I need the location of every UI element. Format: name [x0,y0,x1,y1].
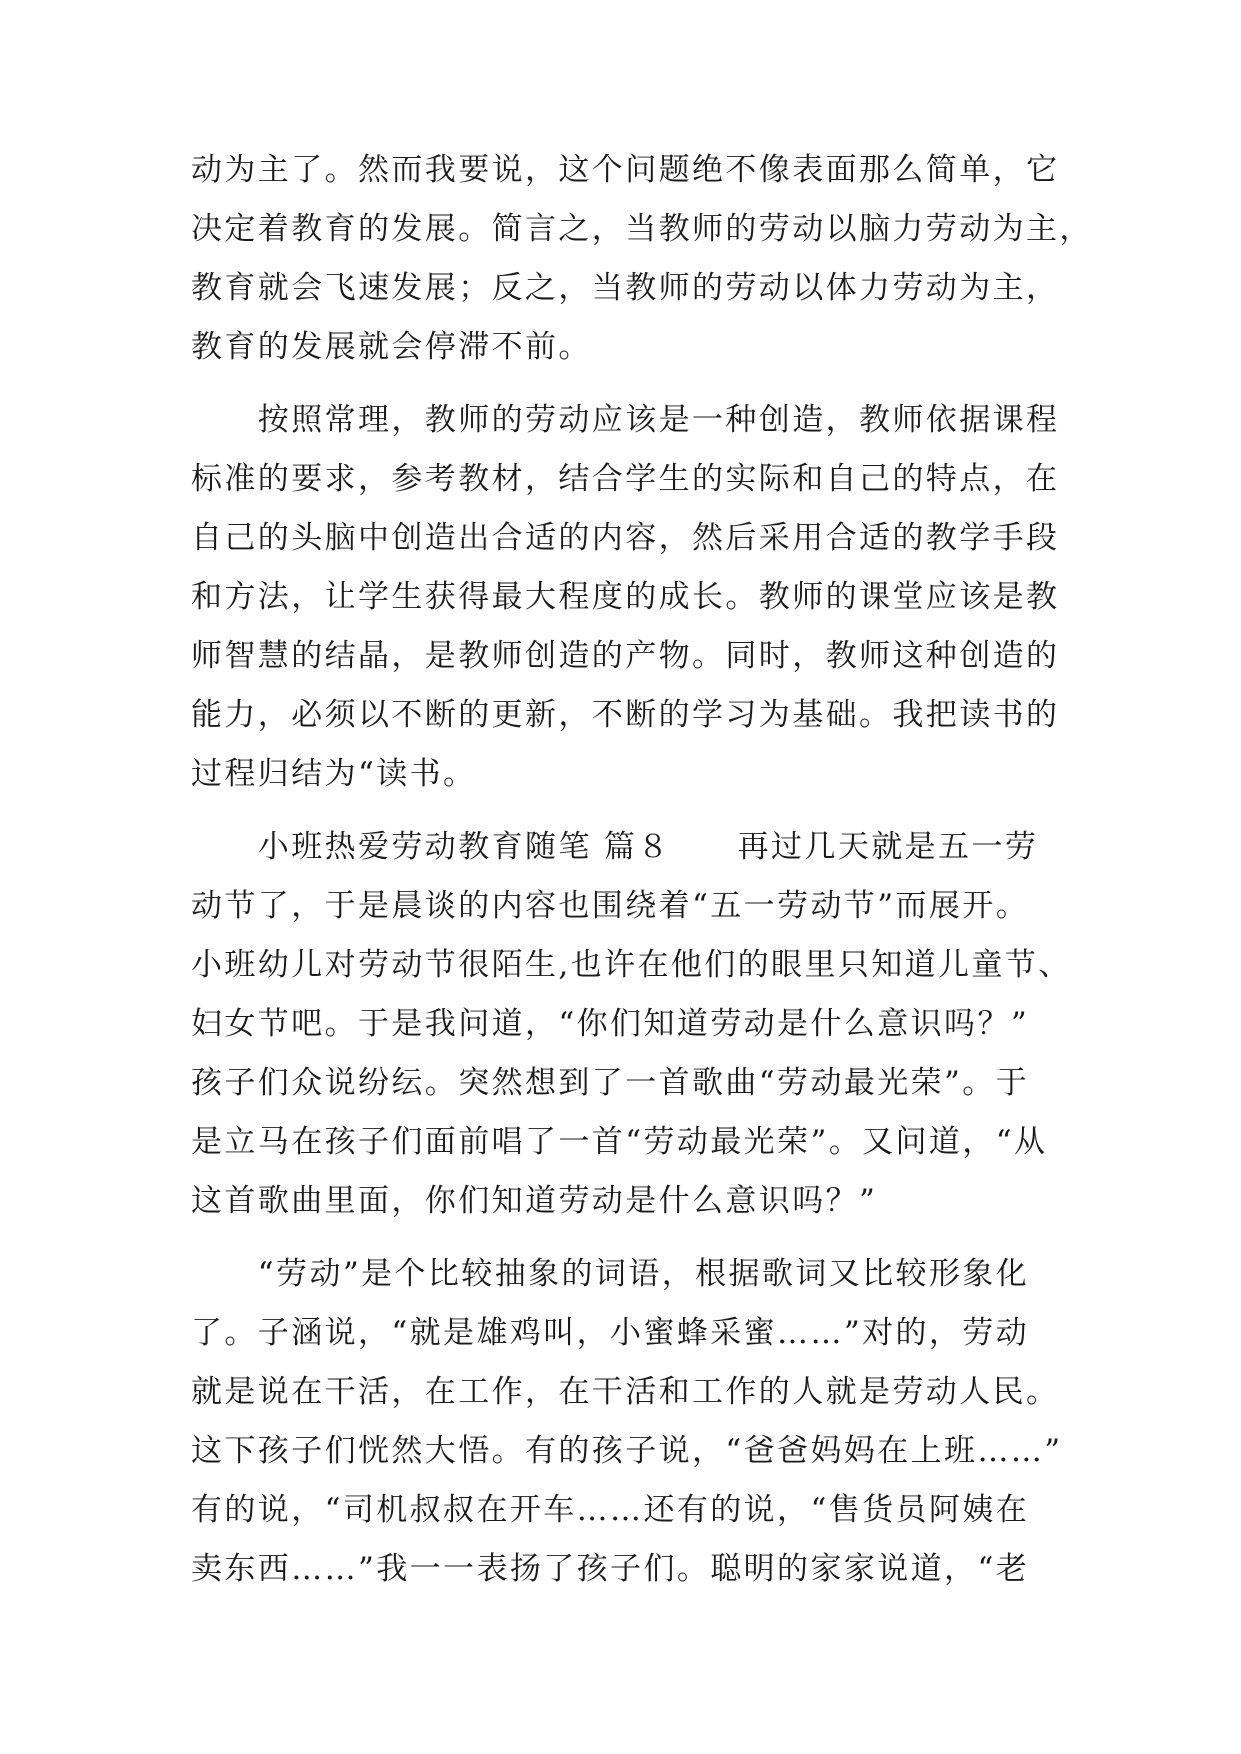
text-line: 是立马在孩子们面前唱了一首“劳动最光荣”。又问道，“从 [191,1124,1048,1160]
text-line: 决定着教育的发展。简言之，当教师的劳动以脑力劳动为主， [191,211,1093,247]
text-line: 和方法，让学生获得最大程度的成长。教师的课堂应该是教 [191,579,1060,615]
text-line: 卖东西……”我一一表扬了孩子们。聪明的家家说道，“老 [191,1551,1030,1587]
text-line: 了。子涵说，“就是雄鸡叫，小蜜蜂采蜜……”对的，劳动 [191,1315,1030,1351]
text-line: 按照常理，教师的劳动应该是一种创造，教师依据课程 [191,402,1060,438]
text-line: 有的说，“司机叔叔在开车……还有的说，“售货员阿姨在 [191,1492,1030,1528]
text-line: 动为主了。然而我要说，这个问题绝不像表面那么简单，它 [191,152,1060,188]
text-line: 这下孩子们恍然大悟。有的孩子说，“爸爸妈妈在上班……” [191,1433,1063,1469]
text-line: 过程归结为“读书。 [191,756,477,792]
text-line: 师智慧的结晶，是教师创造的产物。同时，教师这种创造的 [191,638,1060,674]
text-line: 就是说在干活，在工作，在干活和工作的人就是劳动人民。 [191,1374,1060,1410]
text-line: 能力，必须以不断的更新，不断的学习为基础。我把读书的 [191,697,1060,733]
text-line: 这首歌曲里面，你们知道劳动是什么意识吗？” [191,1183,878,1219]
text-line: 妇女节吧。于是我问道，“你们知道劳动是什么意识吗？” [191,1006,1030,1042]
text-line: 小班热爱劳动教育随笔 篇８ 再过几天就是五一劳 [191,829,1039,865]
text-line: 教育的发展就会停滞不前。 [191,329,592,365]
text-line: 教育就会飞速发展；反之，当教师的劳动以体力劳动为主， [191,270,1060,306]
text-line: 小班幼儿对劳动节很陌生,也许在他们的眼里只知道儿童节、 [191,947,1072,983]
text-line: “劳动”是个比较抽象的词语，根据歌词又比较形象化 [191,1256,1030,1292]
text-line: 自己的头脑中创造出合适的内容，然后采用合适的教学手段 [191,520,1060,556]
text-line: 动节了，于是晨谈的内容也围绕着“五一劳动节”而展开。 [191,888,1030,924]
text-line: 孩子们众说纷纭。突然想到了一首歌曲“劳动最光荣”。于 [191,1065,1030,1101]
text-line: 标准的要求，参考教材，结合学生的实际和自己的特点，在 [191,461,1060,497]
